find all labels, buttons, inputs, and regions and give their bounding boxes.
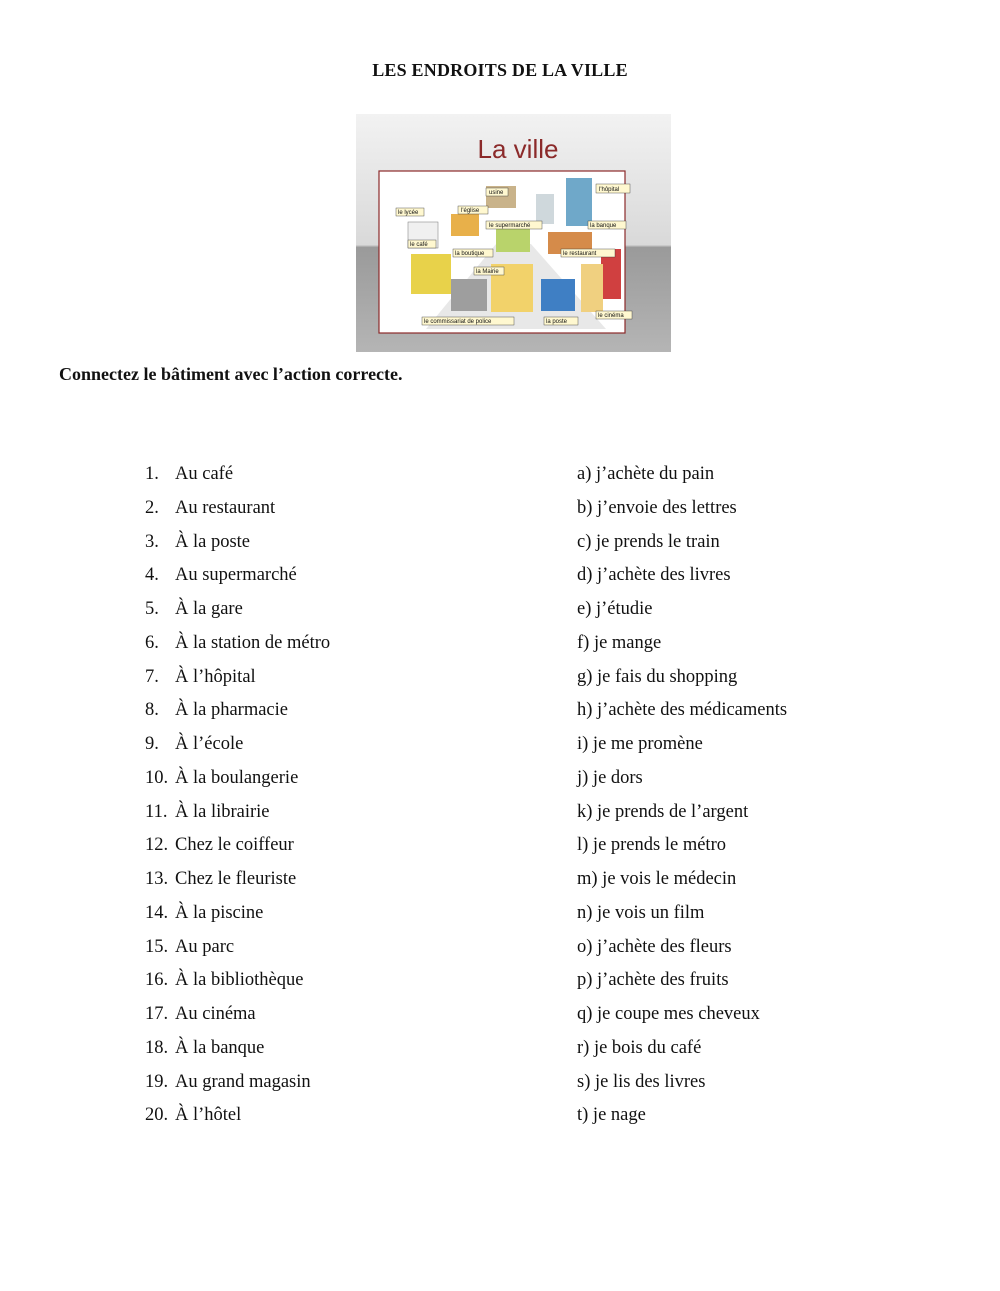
action-item: f) je mange — [577, 632, 662, 653]
action-item: i) je me promène — [577, 734, 703, 754]
action-item: r) je bois du café — [577, 1037, 702, 1058]
svg-text:le lycée: le lycée — [398, 210, 419, 216]
hospital-building — [566, 178, 592, 226]
svg-text:l'église: l'église — [461, 208, 480, 214]
place-text: À la pharmacie — [175, 700, 288, 721]
place-number: 15. — [145, 936, 169, 957]
place-text: Au cinéma — [175, 1004, 256, 1024]
place-text: Chez le fleuriste — [175, 869, 297, 889]
svg-text:la boutique: la boutique — [455, 251, 485, 257]
action-item: q) je coupe mes cheveux — [577, 1004, 760, 1024]
action-item: n) je vois un film — [577, 902, 705, 923]
action-item: d) j’achète des livres — [577, 565, 731, 586]
place-text: À la librairie — [175, 801, 270, 822]
place-item — [145, 728, 330, 762]
action-item: e) j’étudie — [577, 599, 653, 619]
action-item: c) je prends le train — [577, 531, 720, 552]
place-number: 4. — [145, 565, 159, 586]
svg-text:la poste: la poste — [546, 319, 568, 325]
place-item — [145, 1099, 330, 1133]
place-text: Au restaurant — [175, 497, 276, 518]
place-item — [145, 964, 330, 998]
place-number: 11. — [145, 801, 168, 822]
action-item: a) j’achète du pain — [577, 464, 715, 484]
svg-text:le café: le café — [410, 242, 428, 248]
svg-text:le restaurant: le restaurant — [563, 251, 597, 257]
place-text: À la poste — [175, 531, 251, 552]
place-item — [145, 796, 330, 830]
place-number: 9. — [145, 734, 159, 754]
place-text: À l’hôpital — [175, 666, 256, 687]
action-item: j) je dors — [577, 767, 643, 788]
action-item: m) je vois le médecin — [577, 869, 737, 889]
place-text: Chez le coiffeur — [175, 835, 294, 856]
action-item: p) j’achète des fruits — [577, 970, 729, 991]
place-number: 12. — [145, 835, 169, 856]
place-number: 7. — [145, 666, 159, 687]
place-number: 16. — [145, 970, 169, 991]
city-illustration — [356, 114, 671, 352]
place-number: 20. — [145, 1105, 169, 1126]
place-item — [145, 661, 330, 695]
place-number: 5. — [145, 599, 159, 619]
place-item — [145, 762, 330, 796]
action-item: o) j’achète des fleurs — [577, 936, 732, 957]
place-item — [145, 492, 330, 526]
place-item — [145, 1032, 330, 1066]
place-item — [145, 694, 330, 728]
place-text: À la bibliothèque — [175, 970, 304, 991]
place-number: 2. — [145, 497, 159, 518]
action-item: s) je lis des livres — [577, 1071, 706, 1092]
place-text: À l’hôtel — [175, 1105, 242, 1126]
action-item: g) je fais du shopping — [577, 666, 738, 687]
place-item — [145, 829, 330, 863]
action-item: h) j’achète des médicaments — [577, 700, 788, 721]
place-text: Au grand magasin — [175, 1071, 311, 1092]
instruction-text: Connectez le bâtiment avec l’action correcte. — [59, 364, 403, 384]
place-item — [145, 593, 330, 627]
place-text: À l’école — [175, 734, 244, 754]
place-item — [145, 863, 330, 897]
place-text: Au parc — [175, 936, 235, 957]
place-number: 17. — [145, 1004, 169, 1024]
place-number: 14. — [145, 902, 169, 923]
place-number: 6. — [145, 632, 159, 653]
figure-heading: La ville — [477, 134, 559, 164]
place-item — [145, 526, 330, 560]
place-text: Au supermarché — [175, 565, 297, 586]
place-number: 8. — [145, 700, 159, 721]
places-list — [145, 458, 330, 1133]
svg-text:la banque: la banque — [590, 223, 617, 229]
place-number: 10. — [145, 767, 169, 788]
action-item: l) je prends le métro — [577, 835, 726, 856]
place-text: À la station de métro — [175, 632, 331, 653]
place-number: 1. — [145, 464, 159, 484]
action-item: b) j’envoie des lettres — [577, 497, 737, 518]
place-text: Au café — [175, 464, 234, 484]
place-text: À la banque — [175, 1037, 265, 1058]
place-text: À la piscine — [175, 902, 264, 923]
svg-text:le supermarché: le supermarché — [489, 223, 531, 229]
svg-text:le cinéma: le cinéma — [598, 313, 624, 319]
place-number: 19. — [145, 1071, 169, 1092]
svg-text:l'hôpital: l'hôpital — [599, 187, 620, 193]
page-title: LES ENDROITS DE LA VILLE — [372, 60, 628, 80]
place-number: 3. — [145, 531, 159, 552]
place-item — [145, 1066, 330, 1100]
place-item — [145, 627, 330, 661]
place-item — [145, 559, 330, 593]
place-item — [145, 931, 330, 965]
place-number: 13. — [145, 869, 169, 889]
place-item — [145, 458, 330, 492]
place-number: 18. — [145, 1037, 169, 1058]
svg-text:le commissariat de police: le commissariat de police — [424, 319, 492, 325]
place-text: À la gare — [175, 599, 243, 619]
svg-text:la Mairie: la Mairie — [476, 269, 499, 275]
place-text: À la boulangerie — [175, 767, 299, 788]
actions-list — [577, 458, 787, 1133]
place-item — [145, 897, 330, 931]
svg-text:usine: usine — [489, 190, 504, 196]
action-item: t) je nage — [577, 1105, 646, 1126]
action-item: k) je prends de l’argent — [577, 801, 749, 822]
place-item — [145, 998, 330, 1032]
